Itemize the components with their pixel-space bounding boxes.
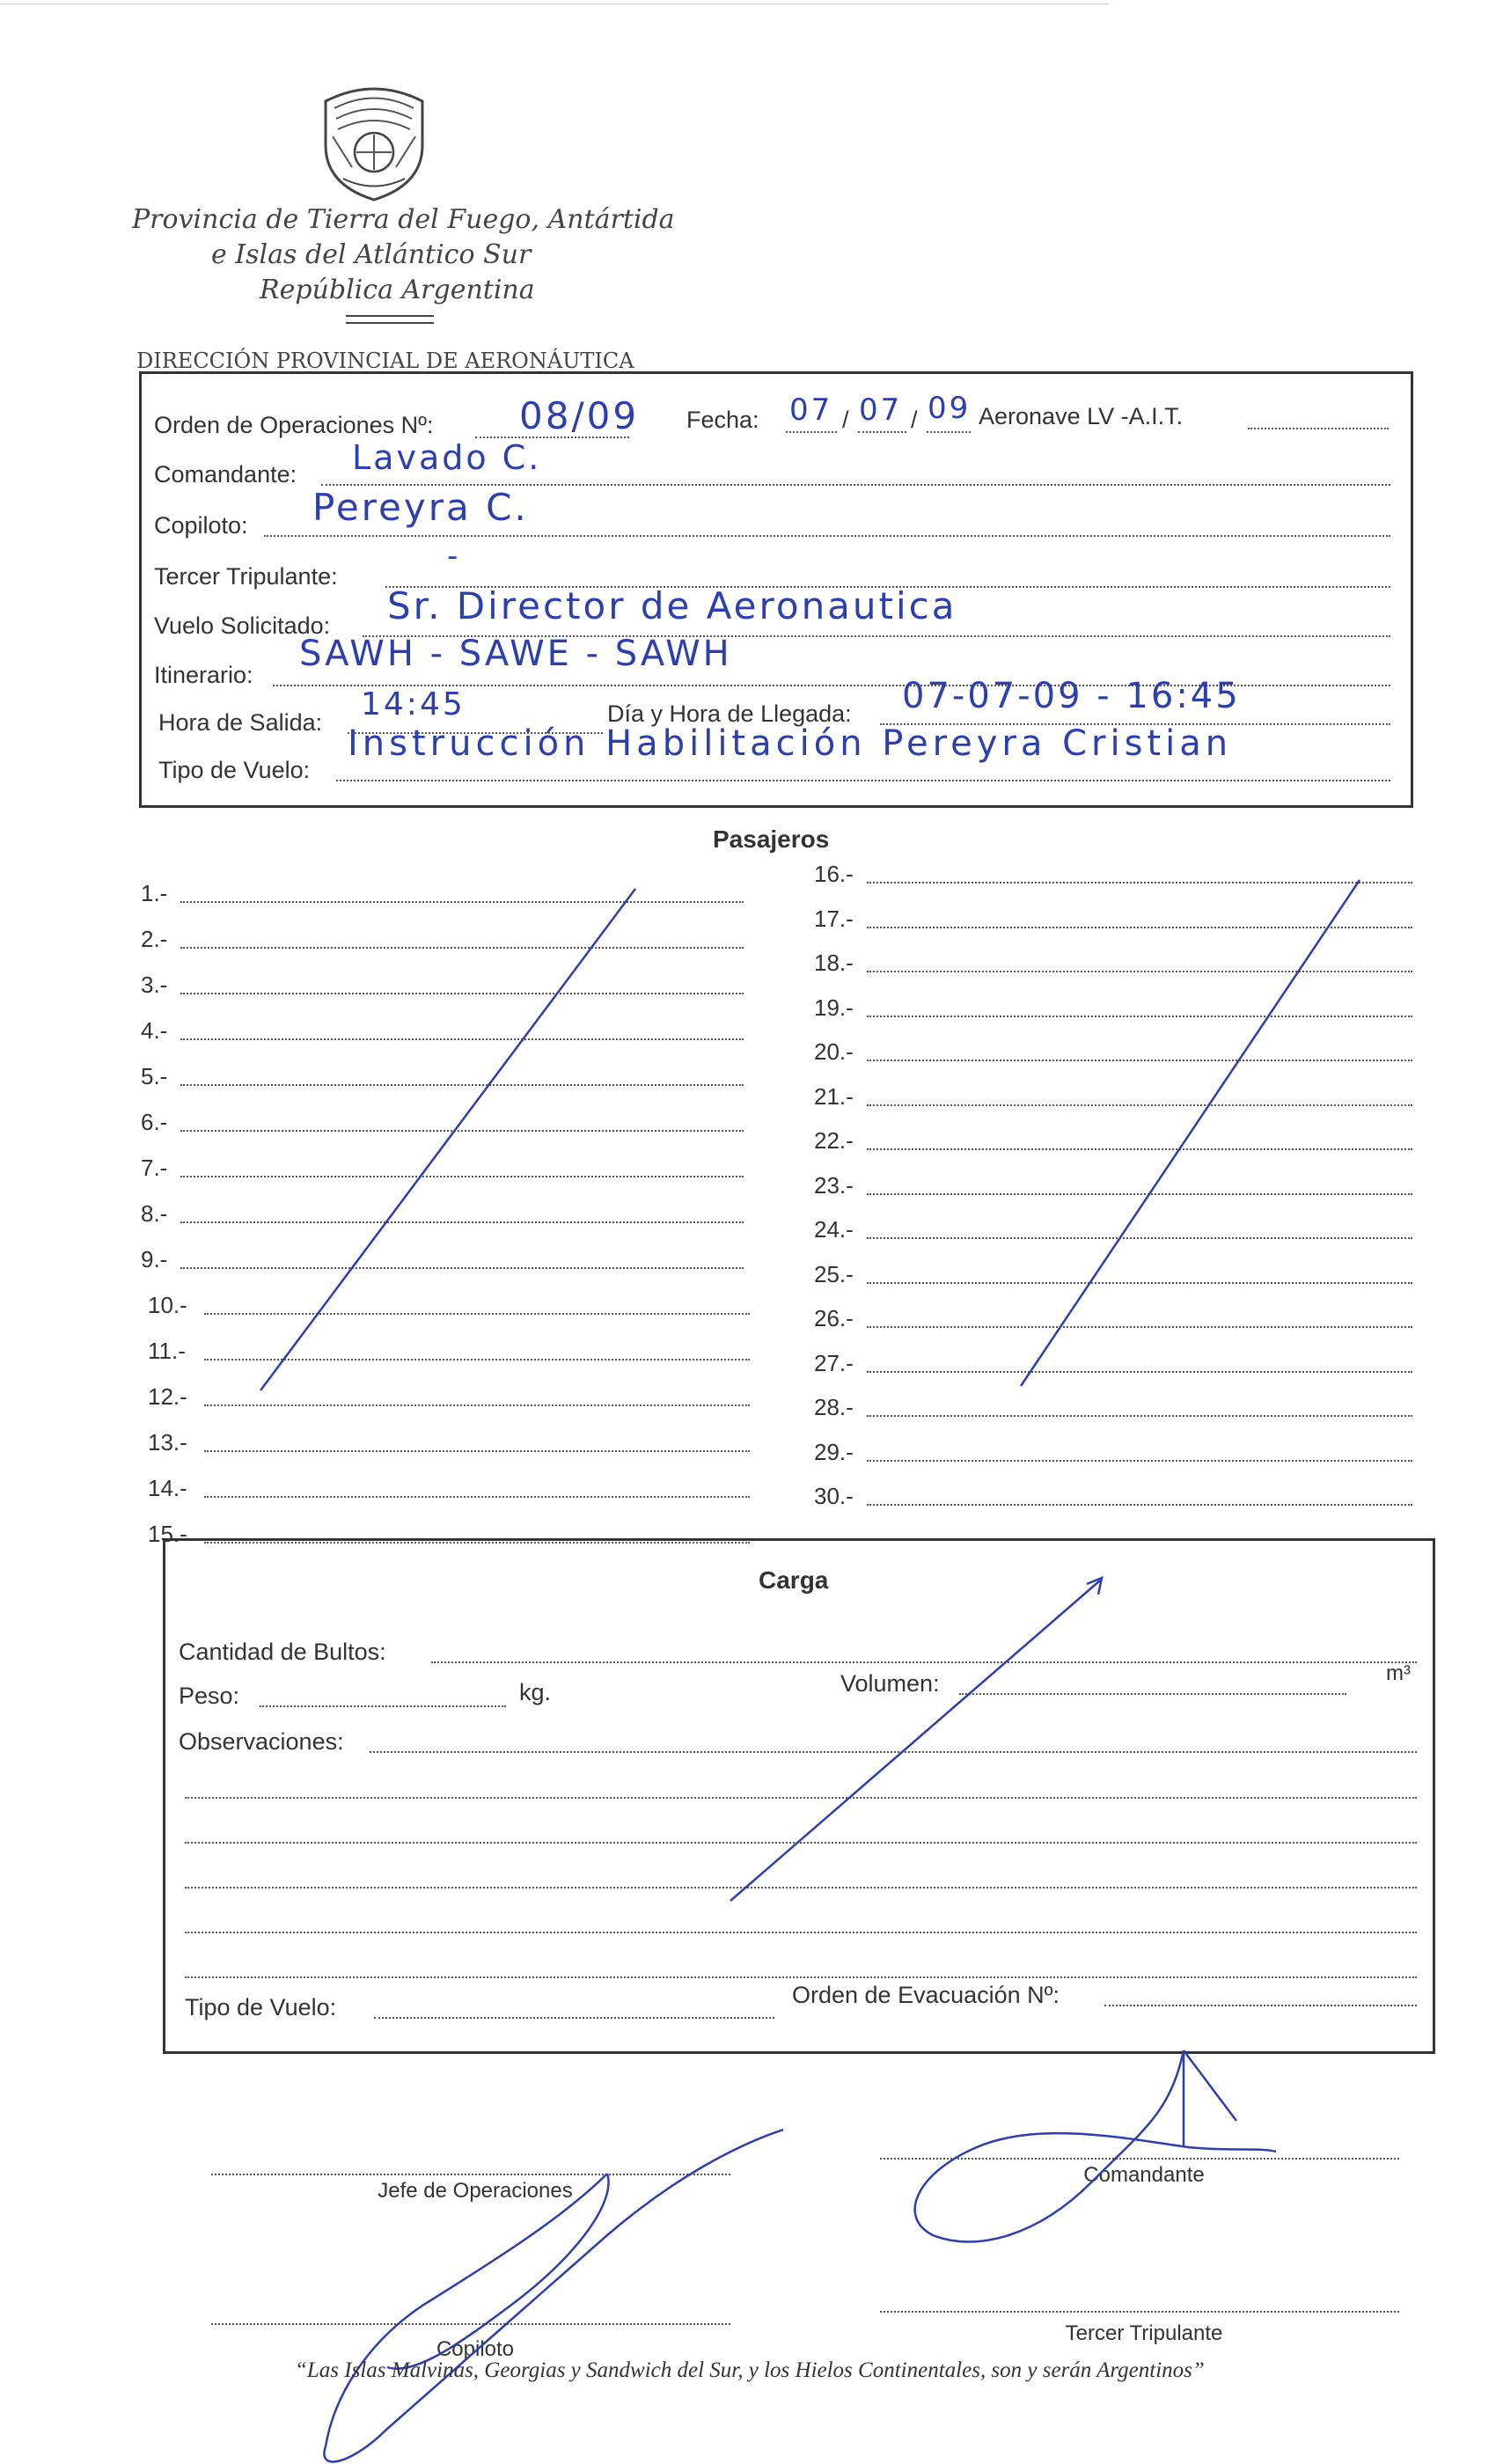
bultos-label: Cantidad de Bultos:	[179, 1639, 386, 1665]
passenger-number: 28.-	[814, 1394, 854, 1420]
fecha-sep-1: /	[842, 407, 849, 433]
passenger-number: 5.-	[141, 1063, 168, 1089]
orden-label: Orden de Operaciones Nº:	[154, 412, 434, 438]
pasajeros-title: Pasajeros	[713, 825, 830, 853]
passenger-number: 22.-	[814, 1127, 854, 1154]
vuelo-solicitado-label: Vuelo Solicitado:	[154, 612, 331, 639]
passenger-number: 24.-	[814, 1216, 854, 1243]
passenger-number: 18.-	[814, 950, 854, 976]
passenger-number: 23.-	[814, 1171, 854, 1199]
passenger-number: 11.-	[148, 1338, 186, 1364]
passenger-number: 17.-	[814, 905, 854, 932]
tercer-sign-label: Tercer Tripulante	[1065, 2321, 1223, 2345]
passenger-number: 8.-	[141, 1200, 168, 1227]
copiloto-value[interactable]: Pereyra C.	[312, 486, 529, 529]
comandante-value[interactable]: Lavado C.	[352, 438, 542, 477]
passenger-number: 12.-	[148, 1383, 187, 1410]
aeronave-label: Aeronave LV -A.I.T.	[979, 403, 1184, 429]
footer-motto: “Las Islas Malvinas, Georgias y Sandwich del Sur, y los Hielos Continentales, son y serán Argentinos”	[295, 2358, 1205, 2382]
evacuacion-label: Orden de Evacuación Nº:	[792, 1982, 1060, 2008]
fecha-sep-2: /	[911, 407, 918, 433]
copiloto-sign-label: Copiloto	[436, 2337, 515, 2361]
observaciones-label: Observaciones:	[179, 1728, 344, 1755]
volumen-unit: m³	[1386, 1661, 1411, 1685]
llegada-value[interactable]: 07-07-09 - 16:45	[902, 676, 1241, 716]
passenger-number: 9.-	[141, 1246, 168, 1272]
passenger-number: 10.-	[148, 1292, 187, 1318]
direction-title: DIRECCIÓN PROVINCIAL DE AERONÁUTICA	[136, 348, 634, 373]
passenger-number: 27.-	[814, 1349, 854, 1376]
province-line-1: Provincia de Tierra del Fuego, Antártida	[132, 204, 675, 235]
tipo-vuelo-label: Tipo de Vuelo:	[158, 757, 311, 783]
passenger-number: 7.-	[141, 1155, 168, 1181]
copiloto-label: Copiloto:	[154, 512, 248, 539]
fecha-label: Fecha:	[686, 407, 759, 433]
passenger-number: 19.-	[814, 994, 854, 1021]
carga-title: Carga	[759, 1566, 829, 1594]
carga-tipo-vuelo-label: Tipo de Vuelo:	[185, 1994, 337, 2020]
province-line-2: e Islas del Atlántico Sur	[211, 239, 532, 270]
passenger-number: 26.-	[814, 1305, 854, 1331]
comandante-label: Comandante:	[154, 461, 297, 488]
passenger-number: 13.-	[148, 1429, 187, 1456]
passenger-number: 25.-	[814, 1260, 854, 1287]
itinerario-label: Itinerario:	[154, 662, 253, 688]
passenger-number: 14.-	[148, 1475, 187, 1501]
passenger-number: 15.-	[148, 1521, 187, 1547]
peso-label: Peso:	[179, 1683, 240, 1709]
llegada-label: Día y Hora de Llegada:	[607, 700, 852, 727]
province-line-3: República Argentina	[260, 275, 535, 305]
orden-value[interactable]: 08/09	[519, 394, 640, 437]
passenger-number: 4.-	[141, 1017, 168, 1044]
passenger-number: 3.-	[141, 972, 168, 998]
fecha-month[interactable]: 07	[859, 392, 903, 428]
passenger-number: 30.-	[814, 1483, 854, 1509]
comandante-sign-label: Comandante	[1083, 2163, 1205, 2187]
passenger-number: 6.-	[141, 1109, 168, 1135]
hora-salida-label: Hora de Salida:	[158, 709, 323, 736]
volumen-label: Volumen:	[840, 1670, 940, 1697]
fecha-day[interactable]: 07	[789, 392, 833, 428]
passenger-number: 29.-	[814, 1438, 854, 1465]
passenger-number: 21.-	[814, 1082, 854, 1110]
vuelo-solicitado-value[interactable]: Sr. Director de Aeronautica	[387, 584, 957, 627]
passenger-number: 20.-	[814, 1038, 854, 1065]
passenger-number: 1.-	[141, 880, 168, 906]
tipo-vuelo-value[interactable]: Instrucción Habilitación Pereyra Cristian	[348, 723, 1233, 764]
tercer-label: Tercer Tripulante:	[154, 563, 338, 590]
itinerario-value[interactable]: SAWH - SAWE - SAWH	[299, 634, 732, 674]
tercer-value[interactable]: -	[447, 539, 461, 574]
passenger-number: 2.-	[141, 926, 168, 952]
hora-salida-value[interactable]: 14:45	[361, 686, 466, 722]
fecha-year[interactable]: 09	[928, 391, 972, 426]
jefe-label: Jefe de Operaciones	[378, 2179, 573, 2203]
passenger-number: 16.-	[814, 861, 854, 887]
peso-unit: kg.	[519, 1679, 552, 1705]
